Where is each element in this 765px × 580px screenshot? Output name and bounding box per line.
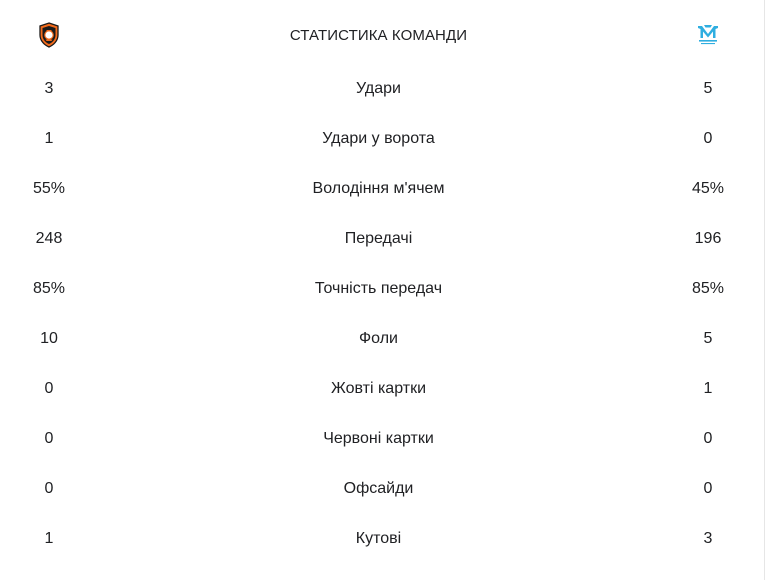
stat-label: Кутові [355,530,402,547]
stat-label: Фоли [359,330,398,347]
home-team-logo[interactable] [0,22,98,48]
marseille-crest-icon [695,22,721,48]
stat-row-passes [0,214,757,264]
stat-row-fouls [0,314,757,364]
stat-label: Передачі [344,230,413,247]
stat-label: Червоні картки [323,430,434,447]
home-value: 0 [44,430,54,447]
stat-row-shots-on-target [0,114,757,164]
home-value: 55% [32,180,66,197]
stat-label: Володіння м'ячем [312,180,445,197]
shakhtar-crest-icon [38,22,60,48]
stat-label: Жовті картки [330,380,427,397]
home-value: 0 [44,480,54,497]
stats-header [0,10,757,60]
home-value: 85% [32,280,66,297]
stat-row-red-cards [0,414,757,464]
stat-label: Офсайди [343,480,414,497]
stat-row-pass-accuracy [0,264,757,314]
away-value: 45% [691,180,725,197]
stat-row-offsides [0,464,757,514]
away-value: 0 [703,430,713,447]
away-value: 5 [703,80,713,97]
away-value: 85% [691,280,725,297]
away-value: 3 [703,530,713,547]
home-value: 3 [44,80,54,97]
stat-row-yellow-cards [0,364,757,414]
home-value: 10 [40,330,58,347]
away-value: 0 [703,480,713,497]
page-title: СТАТИСТИКА КОМАНДИ [289,26,468,44]
stat-label: Удари у ворота [322,130,435,147]
away-team-logo[interactable] [659,22,757,48]
home-value: 0 [44,380,54,397]
home-value: 1 [44,530,54,547]
stat-row-shots [0,64,757,114]
away-value: 196 [694,230,722,247]
stat-row-corners [0,514,757,564]
stat-row-possession [0,164,757,214]
away-value: 5 [703,330,713,347]
away-value: 1 [703,380,713,397]
away-value: 0 [703,130,713,147]
stat-label: Удари [356,80,401,97]
home-value: 248 [35,230,63,247]
home-value: 1 [44,130,54,147]
stat-label: Точність передач [314,280,443,297]
